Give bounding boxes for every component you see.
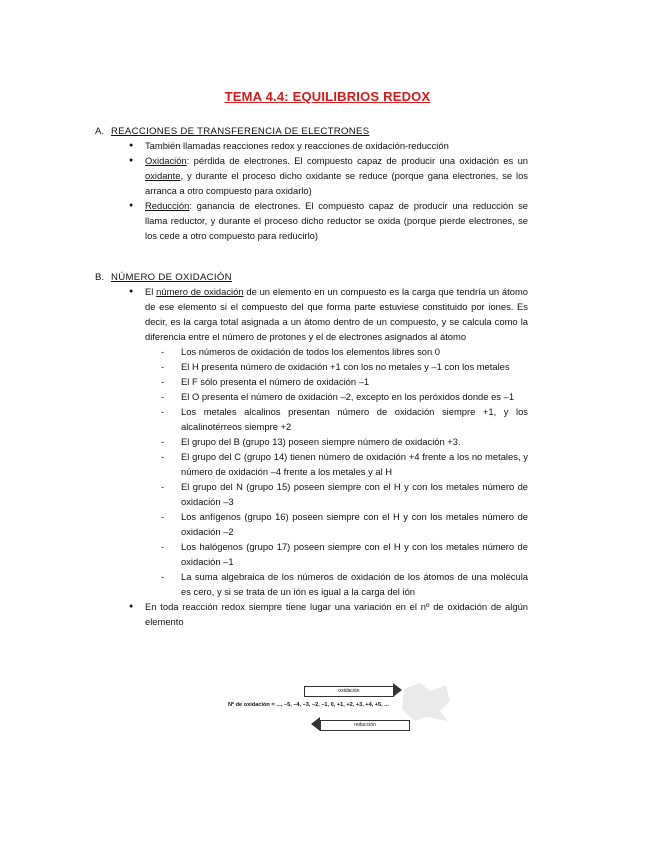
rule-item: - El F sólo presenta el número de oxidación –1 bbox=[128, 374, 528, 389]
list-item bbox=[128, 138, 528, 153]
rule-item: - Los anfígenos (grupo 16) poseen siempre con el H y con los metales número de oxidación –2 bbox=[128, 509, 528, 539]
watermark-graphic bbox=[400, 681, 452, 723]
rule-item: - Los números de oxidación de todos los elementos libres son 0 bbox=[128, 344, 528, 359]
arrow-right-icon bbox=[393, 683, 402, 697]
term-reduccion: Reducción bbox=[145, 200, 190, 211]
oxidation-scale: Nº de oxidación = ..., –5, –4, –3, –2, –1, 0, +1, +2, +3, +4, +5, ... bbox=[228, 702, 389, 708]
list-item bbox=[128, 284, 528, 344]
list-item bbox=[128, 153, 528, 198]
section-a-letter: A. bbox=[95, 126, 105, 137]
rule-item: - El grupo del C (grupo 14) tienen número de oxidación +4 frente a los no metales, y número de oxidación –4 frente a los metales y al H bbox=[128, 449, 528, 479]
section-b-heading bbox=[95, 272, 232, 283]
rule-item: - Los halógenos (grupo 17) poseen siempre con el H y con los metales número de oxidación –1 bbox=[128, 539, 528, 569]
term-numero-oxidacion: número de oxidación bbox=[156, 286, 244, 297]
oxidation-diagram bbox=[228, 683, 453, 738]
bullet-text: El bbox=[145, 286, 157, 297]
rule-item: - El H presenta número de oxidación +1 con los no metales y –1 con los metales bbox=[128, 359, 528, 374]
bullet-text: : ganancia de electrones. El compuesto capaz de producir una reducción se llama reductor, y durante el proceso dicho reductor se oxida (porque pierde electrones, se los cede a otro compuesto para reducirlo) bbox=[145, 200, 528, 241]
section-a-heading bbox=[95, 126, 369, 137]
oxidation-arrow-label: oxidación bbox=[304, 686, 394, 697]
section-b-list bbox=[128, 284, 528, 629]
bullet-text: de un elemento en un compuesto es la carga que tendría un átomo de ese elemento si el compuesto del que forma parte estuviese constituido por iones. Es decir, es la carga total asignada a un átomo dentro de un compuesto, y se calcula como la diferencia entre el número de protones y el de electrones asignados al átomo bbox=[145, 286, 528, 342]
rule-item: - El grupo del B (grupo 13) poseen siempre número de oxidación +3. bbox=[128, 434, 528, 449]
page-title: TEMA 4.4: EQUILIBRIOS REDOX bbox=[224, 89, 431, 104]
list-item bbox=[128, 599, 528, 629]
section-b-letter: B. bbox=[95, 272, 105, 283]
bullet-text: También llamadas reacciones redox y reacciones de oxidación-reducción bbox=[145, 140, 449, 151]
term-oxidacion: Oxidación bbox=[145, 155, 187, 166]
bullet-text: , y durante el proceso dicho oxidante se reduce (porque gana electrones, se los arranca a otro compuesto para oxidarlo) bbox=[145, 170, 528, 196]
section-b-title: NÚMERO DE OXIDACIÓN bbox=[111, 272, 232, 283]
reduction-arrow-label: reducción bbox=[320, 720, 410, 731]
bullet-text: : pérdida de electrones. El compuesto capaz de producir una oxidación es un bbox=[186, 155, 528, 166]
bullet-text: En toda reacción redox siempre tiene lugar una variación en el nº de oxidación de algún elemento bbox=[145, 601, 528, 627]
rule-item: - Los metales alcalinos presentan número de oxidación siempre +1, y los alcalinotérreos siempre +2 bbox=[128, 404, 528, 434]
rule-item: - La suma algebraica de los números de oxidación de los átomos de una molécula es cero, y si se trata de un ión es igual a la carga del ión bbox=[128, 569, 528, 599]
arrow-left-icon bbox=[311, 717, 320, 731]
list-item bbox=[128, 198, 528, 243]
rule-item: - El grupo del N (grupo 15) poseen siempre con el H y con los metales número de oxidación –3 bbox=[128, 479, 528, 509]
rules-list bbox=[128, 344, 528, 599]
term-oxidante: oxidante bbox=[145, 170, 181, 181]
section-a-list bbox=[128, 138, 528, 243]
rule-item: - El O presenta el número de oxidación –2, excepto en los peróxidos donde es –1 bbox=[128, 389, 528, 404]
section-a-title: REACCIONES DE TRANSFERENCIA DE ELECTRONES bbox=[111, 126, 370, 137]
